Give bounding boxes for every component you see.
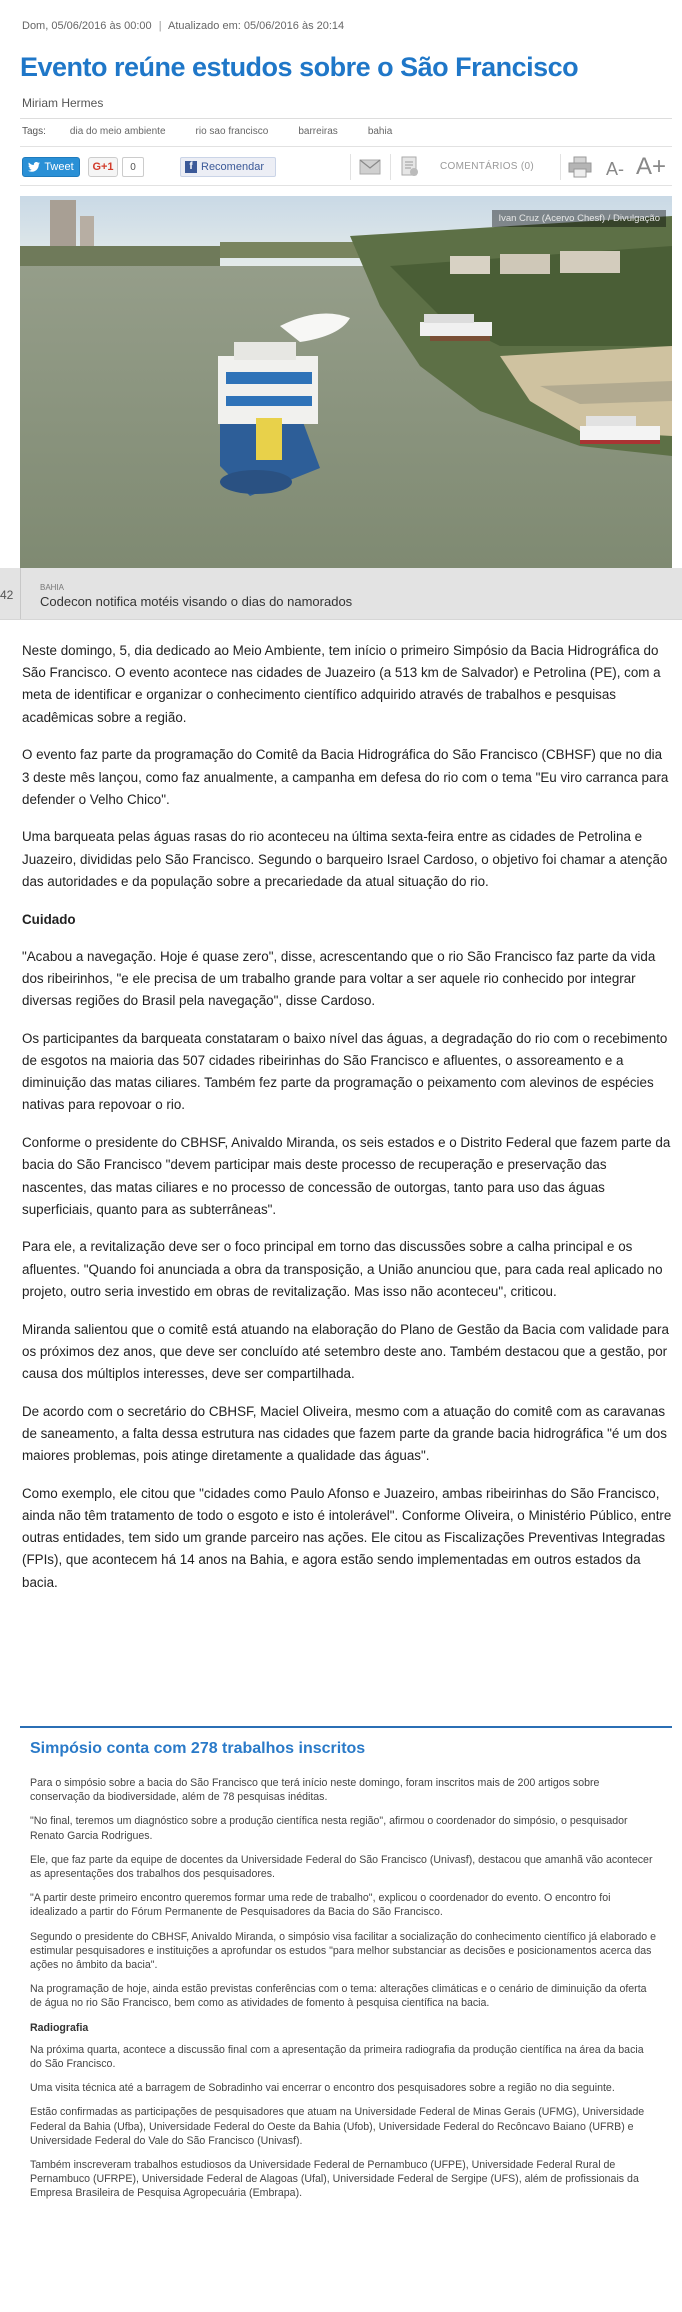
- box-paragraph: "No final, teremos um diagnóstico sobre a produção científica nesta região", afirmou o coordenador do simpósio, o pesquisador Renato Garcia Rodrigues.: [30, 1815, 628, 1842]
- article-photo: [20, 196, 672, 568]
- box-paragraph: Para o simpósio sobre a bacia do São Francisco que terá início neste domingo, foram inscritos mais de 200 artigos sobre conservação da biodiversidade, além de 78 pesquisas inéditas.: [30, 1777, 600, 1804]
- print-icon[interactable]: [560, 154, 598, 180]
- box-paragraph: Ele, que faz parte da equipe de docentes da Universidade Federal do São Francisco (Univasf), destacou que amanhã vão acontecer as apresentações dos trabalhos dos pesquisadores.: [30, 1853, 653, 1881]
- updated-date: Atualizado em: 05/06/2016 às 20:14: [168, 20, 345, 32]
- tags-label: Tags:: [22, 126, 46, 137]
- subheading: Cuidado: [22, 911, 76, 927]
- dateline-separator: |: [158, 20, 162, 32]
- tag-link[interactable]: rio sao francisco: [195, 126, 269, 137]
- facebook-recommend-button[interactable]: [180, 157, 276, 177]
- print-preview-icon[interactable]: [390, 154, 428, 180]
- ticker-kicker: BAHIA: [40, 583, 65, 592]
- paragraph: Miranda salientou que o comitê está atuando na elaboração do Plano de Gestão da Bacia com validade para os próximos dez anos, que deve ser concluído até setembro deste ano. Também destacou que a gestão, por causa dos múltiplos interesses, deve ser compartilhada.: [22, 1321, 669, 1381]
- facebook-icon: f: [185, 161, 197, 173]
- gplus-button[interactable]: G+1: [88, 157, 118, 177]
- article-body: [22, 640, 672, 1609]
- box-paragraph: Uma visita técnica até a barragem de Sobradinho vai encerrar o encontro dos pesquisadores sobre a região no dia seguinte.: [30, 2082, 615, 2095]
- tags-row: [22, 126, 422, 137]
- paragraph: "Acabou a navegação. Hoje é quase zero", disse, acrescentando que o rio São Francisco faz parte da vida dos ribeirinhos, "e ele precisa de um trabalho grande para voltar a ser aquele rio conhecido por integrar diversas regiões do Brasil pela navegação", disse Cardoso.: [22, 948, 656, 1009]
- ticker-headline[interactable]: Codecon notifica motéis visando o dias do namorados: [40, 594, 353, 609]
- box-paragraph: Segundo o presidente do CBHSF, Anivaldo Miranda, o simpósio visa facilitar a socialização do conhecimento científico já elaborado e estimular pesquisadores e instituições a aprofundar os estudos "para melhor substanciar as decisões e posicionamentos acerca das ações no âmbito da bacia".: [30, 1930, 656, 1972]
- twitter-bird-icon: [28, 162, 40, 172]
- box-title: Simpósio conta com 278 trabalhos inscritos: [30, 1740, 366, 1757]
- sidebar-box: [20, 1726, 672, 2306]
- box-paragraph: Estão confirmadas as participações de pesquisadores que atuam na Universidade Federal de Minas Gerais (UFMG), Universidade Federal da Bahia (Ufba), Universidade Federal do Oeste da Bahia (Ufob), Universidade Federal do Recôncavo Baiano (UFRB) e Universidade Federal do Vale do São Francisco (Univasf).: [30, 2106, 645, 2147]
- paragraph: Para ele, a revitalização deve ser o foco principal em torno das discussões sobre a calha principal e os afluentes. "Quando foi anunciada a obra da transposição, a União anunciou que, para cada real aplicado no projeto, outro seria investido em obras de revitalização. Mas isso não aconteceu", criticou.: [22, 1239, 663, 1299]
- river-boat-photo: [20, 196, 672, 568]
- tag-link[interactable]: bahia: [367, 126, 393, 137]
- gplus-count: 0: [122, 157, 144, 177]
- paragraph: O evento faz parte da programação do Comitê da Bacia Hidrográfica do São Francisco (CBHSF) que no dia 3 deste mês lançou, como faz anualmente, a campanha em defesa do rio com o tema "Eu viro carranca para defender o Velho Chico".: [22, 747, 669, 807]
- news-ticker[interactable]: [0, 568, 682, 620]
- share-bar: [20, 146, 672, 186]
- facebook-label: Recomendar: [201, 161, 264, 173]
- paragraph: De acordo com o secretário do CBHSF, Maciel Oliveira, mesmo com a atuação do comitê com as caravanas de saneamento, a falta dessa estrutura nas cidades que fazem parte da grande bacia hidrográfica "é um dos maiores problemas, pois atinge diretamente a qualidade das águas".: [22, 1403, 667, 1464]
- tweet-label: Tweet: [44, 161, 74, 173]
- box-paragraph: Na próxima quarta, acontece a discussão final com a apresentação da primeira radiografia da produção científica na área da bacia do São Francisco.: [30, 2043, 644, 2071]
- published-date: Dom, 05/06/2016 às 00:00: [22, 20, 152, 32]
- tag-link[interactable]: dia do meio ambiente: [69, 126, 166, 137]
- paragraph: Como exemplo, ele citou que "cidades como Paulo Afonso e Juazeiro, ambas ribeirinhas do São Francisco, ainda não têm tratamento de todo o esgoto e isto é intolerável". Conforme Oliveira, o Ministério Público, entre outras entidades, tem sido um grande parceiro nas ações. Ele citou as Fiscalizações Preventivas Integradas (FPIs), que acontecem há 14 anos na Bahia, e agora estão sendo implementadas em outros estados da bacia.: [22, 1485, 672, 1590]
- box-paragraph: "A partir deste primeiro encontro queremos formar uma rede de trabalho", explicou o coordenador do evento. O encontro foi idealizado a partir do Fórum Permanente de Pesquisadores da Bacia do São Francisco.: [30, 1892, 611, 1919]
- ticker-number: 42: [0, 588, 14, 602]
- mail-icon[interactable]: [350, 154, 388, 180]
- box-paragraph: Também inscreveram trabalhos estudiosos da Universidade Federal de Pernambuco (UFPE), Universidade Federal Rural de Pernambuco (UFRPE), Universidade Federal de Alagoas (Ufal), Universidade Federal de Sergipe (UFS), além de profissionais da Empresa Brasileira de Pesquisa Agropecuária (Embrapa).: [30, 2159, 639, 2200]
- box-paragraph: Na programação de hoje, ainda estão previstas conferências com o tema: alterações climáticas e o cenário de diminuição da oferta de água no rio São Francisco, bem como as atividades de fomento à pesquisa científica na bacia.: [30, 1983, 647, 2010]
- paragraph: Neste domingo, 5, dia dedicado ao Meio Ambiente, tem início o primeiro Simpósio da Bacia Hidrográfica do São Francisco. O evento acontece nas cidades de Juazeiro (a 513 km de Salvador) e Petrolina (PE), com a meta de identificar e organizar o conhecimento científico adquirido através de trabalhos e pesquisas acadêmicas sobre a região.: [22, 643, 661, 725]
- comments-link[interactable]: COMENTÁRIOS (0): [440, 161, 534, 172]
- tag-link[interactable]: barreiras: [298, 126, 338, 137]
- font-larger-button[interactable]: A+: [636, 153, 667, 180]
- font-smaller-button[interactable]: A-: [606, 159, 624, 179]
- paragraph: Uma barqueata pelas águas rasas do rio aconteceu na última sexta-feira entre as cidades de Petrolina e Juazeiro, divididas pelo São Francisco. Segundo o barqueiro Israel Cardoso, o objetivo foi chamar a atenção das autoridades e da população sobre a precariedade da atual situação do rio.: [22, 829, 668, 889]
- tweet-button[interactable]: [22, 157, 80, 177]
- dateline: [22, 20, 344, 32]
- photo-credit: Ivan Cruz (Acervo Chesf) / Divulgação: [492, 210, 666, 227]
- paragraph: Os participantes da barqueata constataram o baixo nível das águas, a degradação do rio com o recebimento de esgotos na maioria das 507 cidades ribeirinhas do São Francisco e afluentes, o assoreamento e a diminuição das matas ciliares. Também fez parte da programação o peixamento com alevinos de espécies nativas para repovoar o rio.: [22, 1030, 668, 1113]
- paragraph: Conforme o presidente do CBHSF, Anivaldo Miranda, os seis estados e o Distrito Federal que fazem parte da bacia do São Francisco "devem participar mais deste processo de recuperação e preservação das nascentes, das matas ciliares e no processo de concessão de outorgas, tanto para uso das águas superficiais, quanto para as subterrâneas".: [22, 1135, 671, 1217]
- box-subheading: Radiografia: [30, 2021, 89, 2034]
- article-author[interactable]: Miriam Hermes: [22, 96, 104, 110]
- divider: [20, 118, 672, 119]
- box-body: [30, 1776, 658, 2211]
- ticker-divider: [20, 568, 21, 619]
- article-title: Evento reúne estudos sobre o São Francisco: [20, 52, 579, 82]
